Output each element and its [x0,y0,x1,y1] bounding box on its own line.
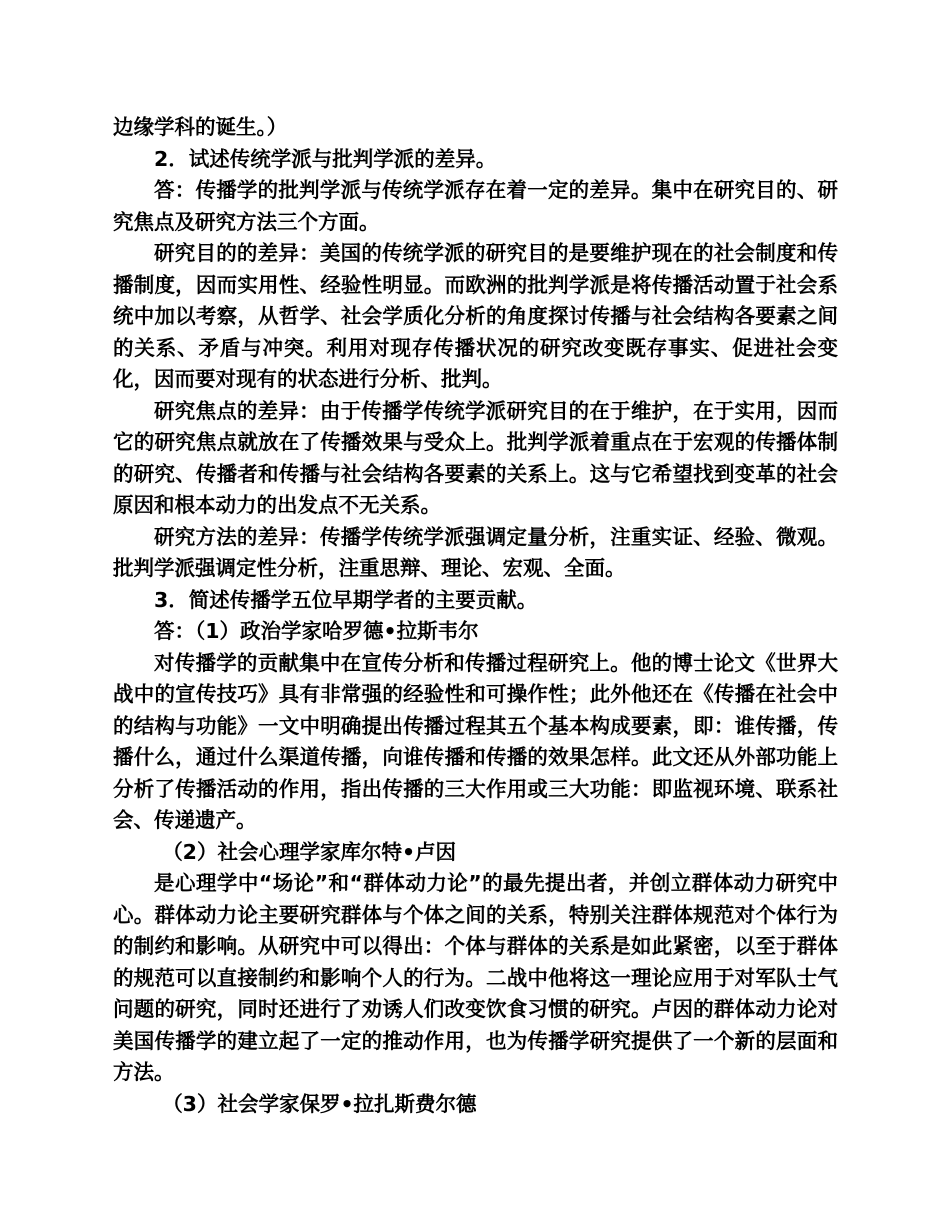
answer-2-research-focus: 研究焦点的差异：由于传播学传统学派研究目的在于维护，在于实用，因而它的研究焦点就放在了传播效果与受众上。批判学派着重点在于宏观的传播体制的研究、传播者和传播与社会结构各要素的关系上。这与它希望找到变革的社会原因和根本动力的出发点不无关系。 [113,398,838,517]
document-page [113,112,838,1120]
answer-3-item-3-heading: （3）社会学家保罗•拉扎斯费尔德 [162,1091,477,1116]
paragraph-continuation: 边缘学科的诞生。） [113,115,288,139]
answer-3-item-2-heading: （2）社会心理学家库尔特•卢因 [162,839,457,864]
question-3-heading: 3．简述传播学五位早期学者的主要贡献。 [154,587,538,612]
answer-3-item-1-heading: 答：（1）政治学家哈罗德•拉斯韦尔 [154,619,479,643]
question-2-heading: 2．试述传统学派与批判学派的差异。 [154,146,497,171]
answer-2-research-purpose: 研究目的的差异：美国的传统学派的研究目的是要维护现在的社会制度和传播制度，因而实用性、经验性明显。而欧洲的批判学派是将传播活动置于社会系统中加以考察，从哲学、社会学质化分析的角度探讨传播与社会结构各要素之间的关系、矛盾与冲突。利用对现存传播状况的研究改变既存事实、促进社会变化，因而要对现有的状态进行分析、批判。 [113,241,838,391]
answer-2-research-method: 研究方法的差异：传播学传统学派强调定量分析，注重实证、经验、微观。批判学派强调定性分析，注重思辩、理论、宏观、全面。 [113,524,838,580]
answer-3-item-1-body: 对传播学的贡献集中在宣传分析和传播过程研究上。他的博士论文《世界大战中的宣传技巧》具有非常强的经验性和可操作性；此外他还在《传播在社会中的结构与功能》一文中明确提出传播过程其五个基本构成要素，即：谁传播，传播什么，通过什么渠道传播，向谁传播和传播的效果怎样。此文还从外部功能上分析了传播活动的作用，指出传播的三大作用或三大功能：即监视环境、联系社会、传递遗产。 [113,650,838,832]
answer-3-item-2-body: 是心理学中“场论”和“群体动力论”的最先提出者，并创立群体动力研究中心。群体动力论主要研究群体与个体之间的关系，特别关注群体规范对个体行为的制约和影响。从研究中可以得出：个体与群体的关系是如此紧密，以至于群体的规范可以直接制约和影响个人的行为。二战中他将这一理论应用于对军队士气问题的研究，同时还进行了劝诱人们改变饮食习惯的研究。卢因的群体动力论对美国传播学的建立起了一定的推动作用，也为传播学研究提供了一个新的层面和方法。 [113,871,838,1084]
answer-2-intro: 答：传播学的批判学派与传统学派存在着一定的差异。集中在研究目的、研究焦点及研究方法三个方面。 [113,178,838,234]
